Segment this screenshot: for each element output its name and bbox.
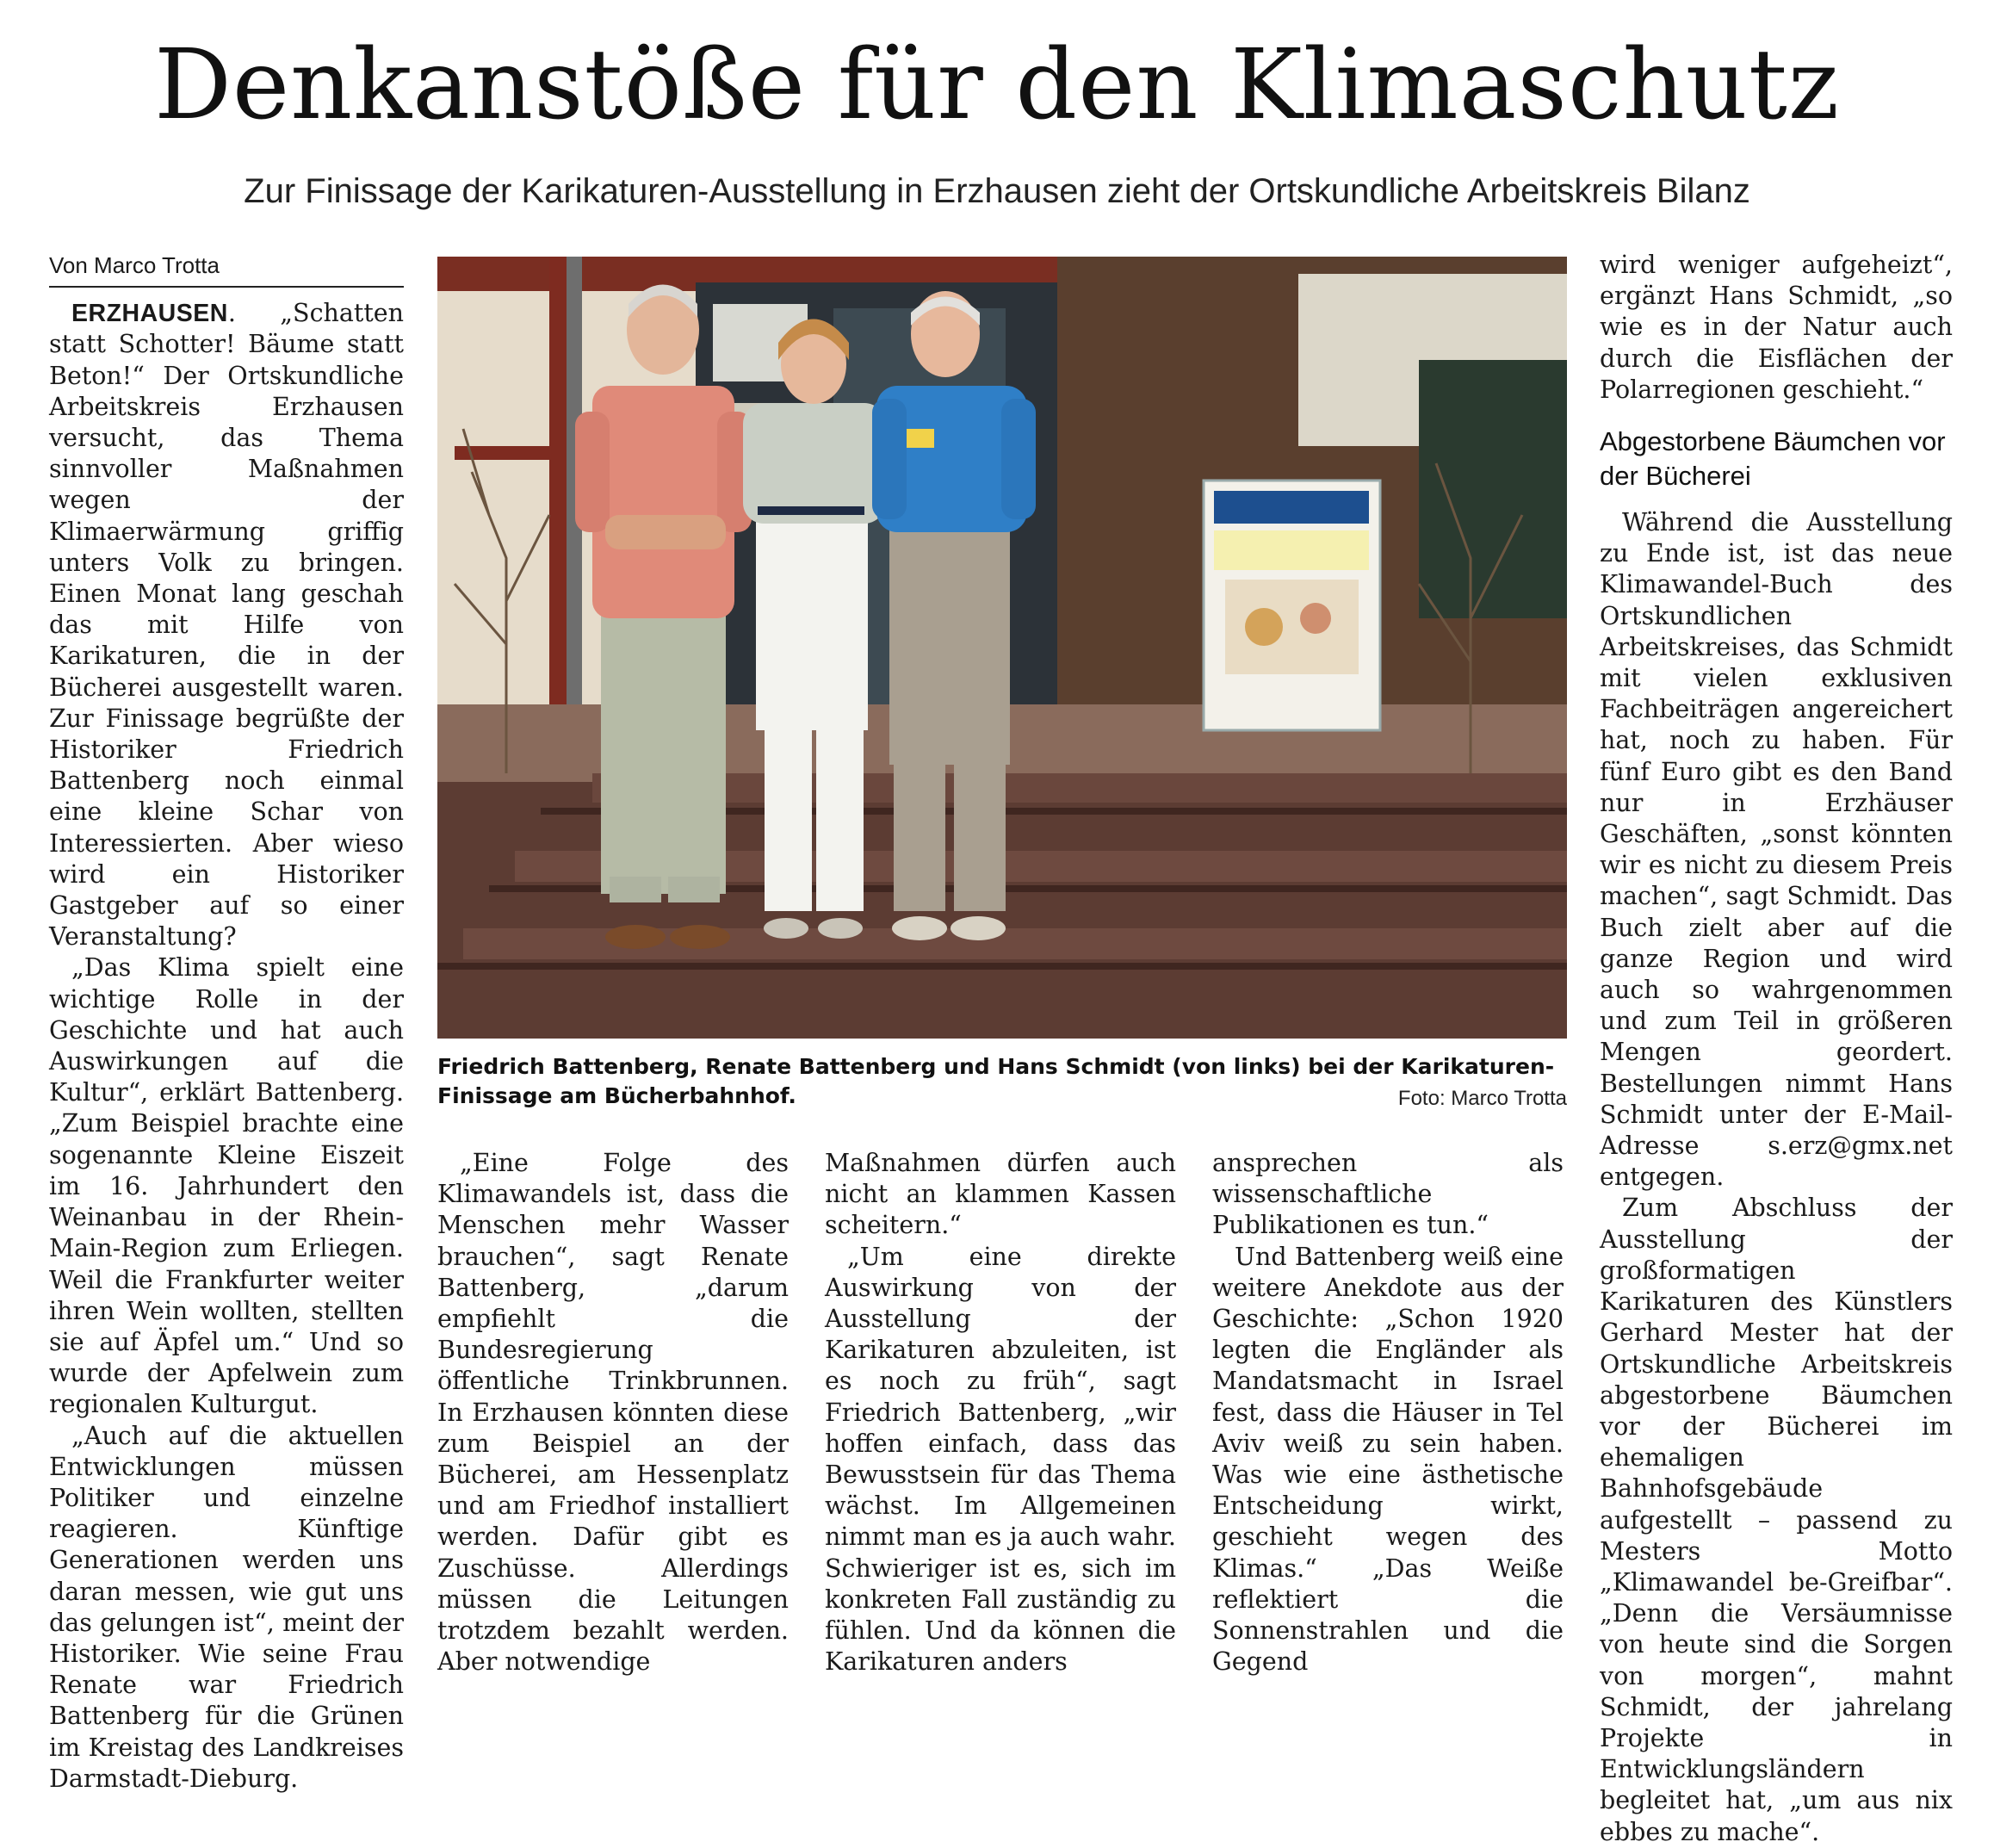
paragraph: Maßnahmen dürfen auch nicht an klammen Kassen scheitern.“	[825, 1149, 1176, 1240]
paragraph: wird weniger aufgeheizt“, ergänzt Hans Schmidt, „so wie es in der Natur auch durch die Eisflächen der Polarregionen geschieht.“	[1600, 251, 1953, 404]
article-column-5	[1600, 250, 1953, 1848]
photo-caption: Friedrich Battenberg, Renate Battenberg und Hans Schmidt (von links) bei der Karikaturen-Finissage am Bücherbahnhof.	[437, 1054, 1555, 1108]
paragraph: „Eine Folge des Klimawandels ist, dass die Menschen mehr Wasser brauchen“, sagt Renate Battenberg, „darum empfiehlt die Bundesregierung öffentliche Trinkbrunnen. In Erzhausen könnten diese zum Beispiel an der Bücherei, am Hessenplatz und am Friedhof installiert werden. Dafür gibt es Zuschüsse. Allerdings müssen die Leitungen trotzdem bezahlt werden. Aber notwendige	[437, 1149, 789, 1677]
section-subheading: Abgestorbene Bäumchen vor der Bücherei	[1600, 426, 1946, 492]
paragraph: „Um eine direkte Auswirkung von der Ausstellung der Karikaturen abzuleiten, ist es noch zu früh“, sagt Friedrich Battenberg, „wir hoffen einfach, dass das Bewusstsein für das Thema wächst. Im Allgemeinen nimmt man es ja auch wahr. Schwieriger ist es, sich im konkreten Fall zuständig zu fühlen. Und da können die Karikaturen anders	[825, 1242, 1176, 1677]
dateline: ERZHAUSEN	[71, 300, 228, 328]
paragraph: „Das Klima spielt eine wichtige Rolle in der Geschichte und hat auch Auswirkungen auf die Kultur“, erklärt Battenberg. „Zum Beispiel brachte eine sogenannte Kleine Eiszeit im 16. Jahrhundert den Weinanbau in der Rhein-Main-Region zum Erliegen. Weil die Frankfurter weiter ihren Wein wollten, stellten sie auf Äpfel um.“ Und so wurde der Apfelwein zum regionalen Kulturgut.	[49, 953, 404, 1419]
exhibition-poster	[1204, 481, 1380, 730]
photo-credit: Foto: Marco Trotta	[1397, 1087, 1567, 1110]
article-column-3	[825, 1148, 1176, 1677]
article-column-2	[437, 1148, 789, 1677]
byline: Von Marco Trotta	[49, 250, 404, 288]
article-photo	[437, 257, 1567, 1039]
paragraph: ansprechen als wissenschaftliche Publikationen es tun.“	[1212, 1149, 1564, 1240]
subheadline: Zur Finissage der Karikaturen-Ausstellung in Erzhausen zieht der Ortskundliche Arbeitskreis Bilanz	[244, 172, 1750, 210]
paragraph: Während die Ausstellung zu Ende ist, ist das neue Klimawandel-Buch des Ortskundlichen Arbeitskreises, das Schmidt mit vielen exklusiven Fachbeiträgen angereichert hat, noch zu haben. Für fünf Euro gibt es den Band nur in Erzhäuser Geschäften, „sonst könnten wir es nicht zu diesem Preis machen“, sagt Schmidt. Das Buch zielt aber auf die ganze Region und wird auch so wahrgenommen und zum Teil in größeren Mengen geordert. Bestellungen nimmt Hans Schmidt unter der E-Mail-Adresse s.erz@gmx.net entgegen.	[1600, 508, 1953, 1192]
paragraph: Zum Abschluss der Ausstellung der großformatigen Karikaturen des Künstlers Gerhard Mester hat der Ortskundliche Arbeitskreis abgestorbene Bäumchen vor der Bücherei im ehemaligen Bahnhofsgebäude aufgestellt – passend zu Mesters Motto „Klimawandel be-Greifbar“. „Denn die Versäumnisse von heute sind die Sorgen von morgen“, mahnt Schmidt, der jahrelang Projekte in Entwicklungsländern begleitet hat, „um aus nix ebbes zu mache“.	[1600, 1194, 1953, 1846]
paragraph: „Auch auf die aktuellen Entwicklungen müssen Politiker und einzelne reagieren. Künftige Generationen werden uns daran messen, wie gut uns das gelungen ist“, meint der Historiker. Wie seine Frau Renate war Friedrich Battenberg für die Grünen im Kreistag des Landkreises Darmstadt-Dieburg.	[49, 1421, 404, 1793]
paragraph: Und Battenberg weiß eine weitere Anekdote aus der Geschichte: „Schon 1920 legten die Engländer als Mandatsmacht in Israel fest, dass die Häuser in Tel Aviv weiß zu sein haben. Was wie eine ästhetische Entscheidung wirkt, geschieht wegen des Klimas.“ „Das Weiße reflektiert die Sonnenstrahlen und die Gegend	[1212, 1242, 1564, 1677]
paragraph: ERZHAUSEN. „Schatten statt Schotter! Bäume statt Beton!“ Der Ortskundliche Arbeitskreis Erzhausen versucht, das Thema sinnvoller Maßnahmen wegen der Klimaerwärmung griffig unters Volk zu bringen. Einen Monat lang geschah das mit Hilfe von Karikaturen, die in der Bücherei ausgestellt waren. Zur Finissage begrüßte der Historiker Friedrich Battenberg noch einmal eine kleine Schar von Interessierten. Aber wieso wird ein Historiker Gastgeber auf so einer Veranstaltung?	[49, 299, 404, 952]
headline: Denkanstöße für den Klimaschutz	[154, 29, 1840, 141]
article-column-4	[1212, 1148, 1564, 1677]
article-column-1	[49, 250, 404, 1795]
